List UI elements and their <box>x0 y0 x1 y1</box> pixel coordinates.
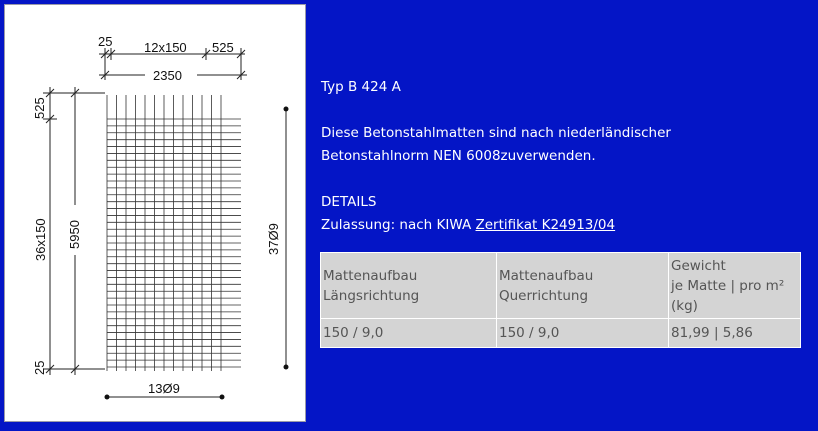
transverse-bars-label: 13Ø9 <box>148 381 180 396</box>
description-line-2: Betonstahlnorm NEN 6008zuverwenden. <box>321 148 596 164</box>
header-weight <box>669 253 801 319</box>
dim-top-spacing-label: 12x150 <box>144 40 187 55</box>
specs-table <box>320 252 801 348</box>
mesh-grid <box>107 95 241 371</box>
header-line: je Matte | pro m² <box>671 277 785 294</box>
mesh-drawing <box>4 4 306 422</box>
dim-top-left-label: 25 <box>98 34 113 49</box>
header-longitudinal <box>321 253 497 319</box>
description-line-1: Diese Betonstahlmatten sind nach niederländischer <box>321 125 671 141</box>
header-line: Mattenaufbau <box>323 267 418 284</box>
cell-weight: 81,99 | 5,86 <box>669 319 801 348</box>
dim-total-width-label: 2350 <box>153 68 182 83</box>
header-line: Mattenaufbau <box>499 267 594 284</box>
cell-longitudinal: 150 / 9,0 <box>321 319 497 348</box>
header-transverse <box>497 253 669 319</box>
dim-top-right-label: 525 <box>212 40 234 55</box>
header-line: Gewicht <box>671 257 726 274</box>
approval-line <box>321 214 806 237</box>
product-type: Typ B 424 A <box>321 79 401 95</box>
bar-end-dot <box>284 365 289 370</box>
table-header-row <box>321 253 801 319</box>
header-line: Längsrichtung <box>323 287 420 304</box>
bar-end-dot <box>220 395 225 400</box>
certificate-link[interactable]: Zertifikat K24913/04 <box>475 217 616 233</box>
dim-left-spacing-label: 36x150 <box>33 218 48 261</box>
bar-end-dot <box>284 107 289 112</box>
details-heading: DETAILS <box>321 194 377 210</box>
header-line: (kg) <box>671 297 698 314</box>
approval-prefix: Zulassung: nach KIWA <box>321 217 476 233</box>
dim-left-bottom-label: 25 <box>32 360 47 375</box>
mesh-drawing-svg <box>5 5 307 423</box>
product-info <box>321 76 806 237</box>
table-row <box>321 319 801 348</box>
dim-left-top-label: 525 <box>32 97 47 119</box>
longitudinal-bars-label: 37Ø9 <box>266 223 281 255</box>
dim-total-length-label: 5950 <box>67 220 82 249</box>
bar-end-dot <box>105 395 110 400</box>
header-line: Querrichtung <box>499 287 589 304</box>
cell-transverse: 150 / 9,0 <box>497 319 669 348</box>
